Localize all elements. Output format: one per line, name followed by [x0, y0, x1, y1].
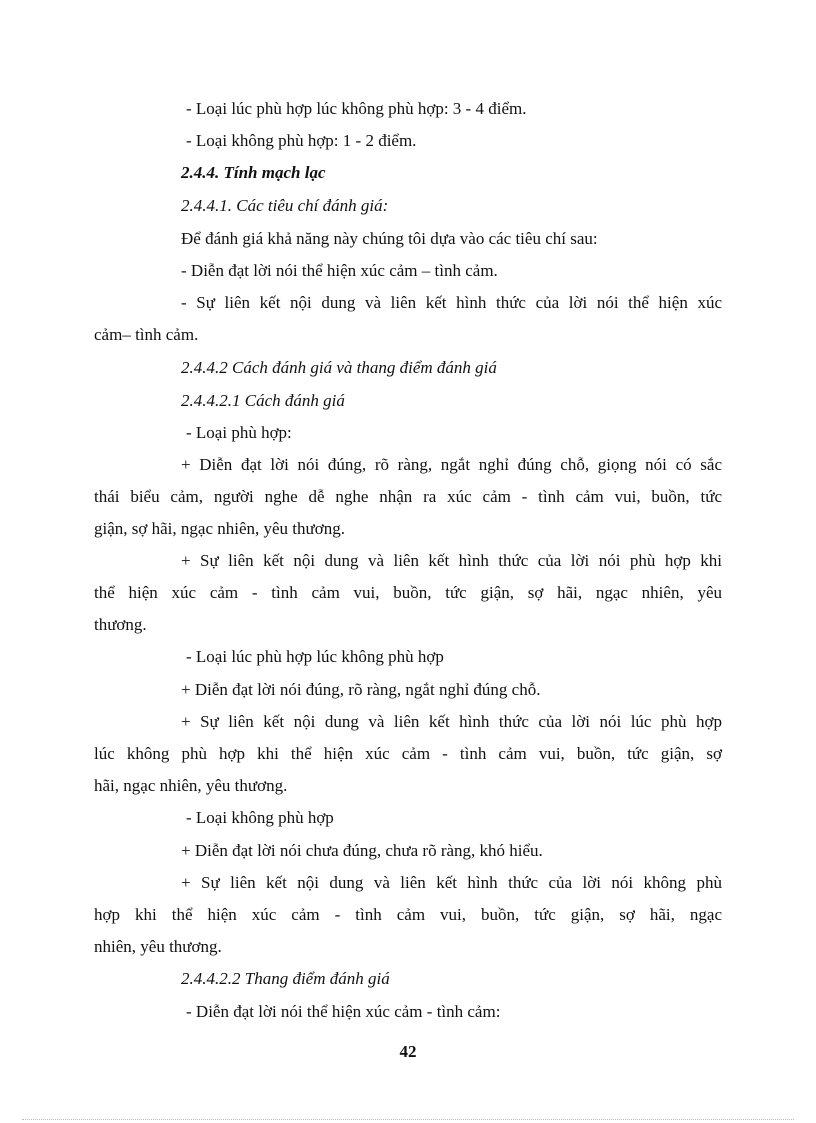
paragraph-intro: Để đánh giá khả năng này chúng tôi dựa vào các tiêu chí sau:	[181, 229, 598, 248]
subsection-criteria-heading: 2.4.4.1. Các tiêu chí đánh giá:	[181, 196, 389, 215]
type-unsuitable-label: - Loại không phù hợp	[186, 808, 334, 827]
suitable-cohesion-line-3: thương.	[94, 615, 147, 634]
partly-cohesion-line-2: lúc không phù hợp khi thể hiện xúc cảm - tình cảm vui, buồn, tức giận, sợ	[94, 744, 722, 763]
criteria-item-cohesion-cont: cảm– tình cảm.	[94, 325, 199, 344]
bullet-partly-suitable-score: - Loại lúc phù hợp lúc không phù hợp: 3 - 4 điểm.	[186, 99, 527, 118]
section-heading-coherence: 2.4.4. Tính mạch lạc	[181, 163, 326, 182]
partly-expression-line: + Diễn đạt lời nói đúng, rõ ràng, ngắt nghỉ đúng chỗ.	[181, 680, 541, 699]
suitable-expression-line-3: giận, sợ hãi, ngạc nhiên, yêu thương.	[94, 519, 345, 538]
unsuitable-cohesion-line-2: hợp khi thể hiện xúc cảm - tình cảm vui, buồn, tức giận, sợ hãi, ngạc	[94, 905, 722, 924]
bullet-unsuitable-score: - Loại không phù hợp: 1 - 2 điểm.	[186, 131, 417, 150]
unsuitable-expression-line: + Diễn đạt lời nói chưa đúng, chưa rõ ràng, khó hiểu.	[181, 841, 543, 860]
criteria-item-expression: - Diễn đạt lời nói thể hiện xúc cảm – tình cảm.	[181, 261, 498, 280]
subsection-scale-heading: 2.4.4.2.2 Thang điểm đánh giá	[181, 969, 390, 988]
unsuitable-cohesion-line-3: nhiên, yêu thương.	[94, 937, 222, 956]
partly-cohesion-line-1: + Sự liên kết nội dung và liên kết hình thức của lời nói lúc phù hợp	[181, 712, 722, 731]
scale-expression-item: - Diễn đạt lời nói thể hiện xúc cảm - tình cảm:	[186, 1002, 501, 1021]
page-number: 42	[399, 1042, 417, 1061]
partly-cohesion-line-3: hãi, ngạc nhiên, yêu thương.	[94, 776, 288, 795]
unsuitable-cohesion-line-1: + Sự liên kết nội dung và liên kết hình thức của lời nói không phù	[181, 873, 722, 892]
suitable-expression-line-1: + Diễn đạt lời nói đúng, rõ ràng, ngắt nghỉ đúng chỗ, giọng nói có sắc	[181, 455, 722, 474]
suitable-expression-line-2: thái biểu cảm, người nghe dễ nghe nhận ra xúc cảm - tình cảm vui, buồn, tức	[94, 487, 722, 506]
subsection-method-sub-heading: 2.4.4.2.1 Cách đánh giá	[181, 391, 345, 410]
type-suitable-label: - Loại phù hợp:	[186, 423, 292, 442]
suitable-cohesion-line-2: thể hiện xúc cảm - tình cảm vui, buồn, tức giận, sợ hãi, ngạc nhiên, yêu	[94, 583, 722, 602]
type-partly-suitable-label: - Loại lúc phù hợp lúc không phù hợp	[186, 647, 444, 666]
page-bottom-divider	[22, 1119, 794, 1120]
subsection-method-heading: 2.4.4.2 Cách đánh giá và thang điểm đánh giá	[181, 358, 497, 377]
criteria-item-cohesion: - Sự liên kết nội dung và liên kết hình thức của lời nói thể hiện xúc	[181, 293, 722, 312]
suitable-cohesion-line-1: + Sự liên kết nội dung và liên kết hình thức của lời nói phù hợp khi	[181, 551, 722, 570]
